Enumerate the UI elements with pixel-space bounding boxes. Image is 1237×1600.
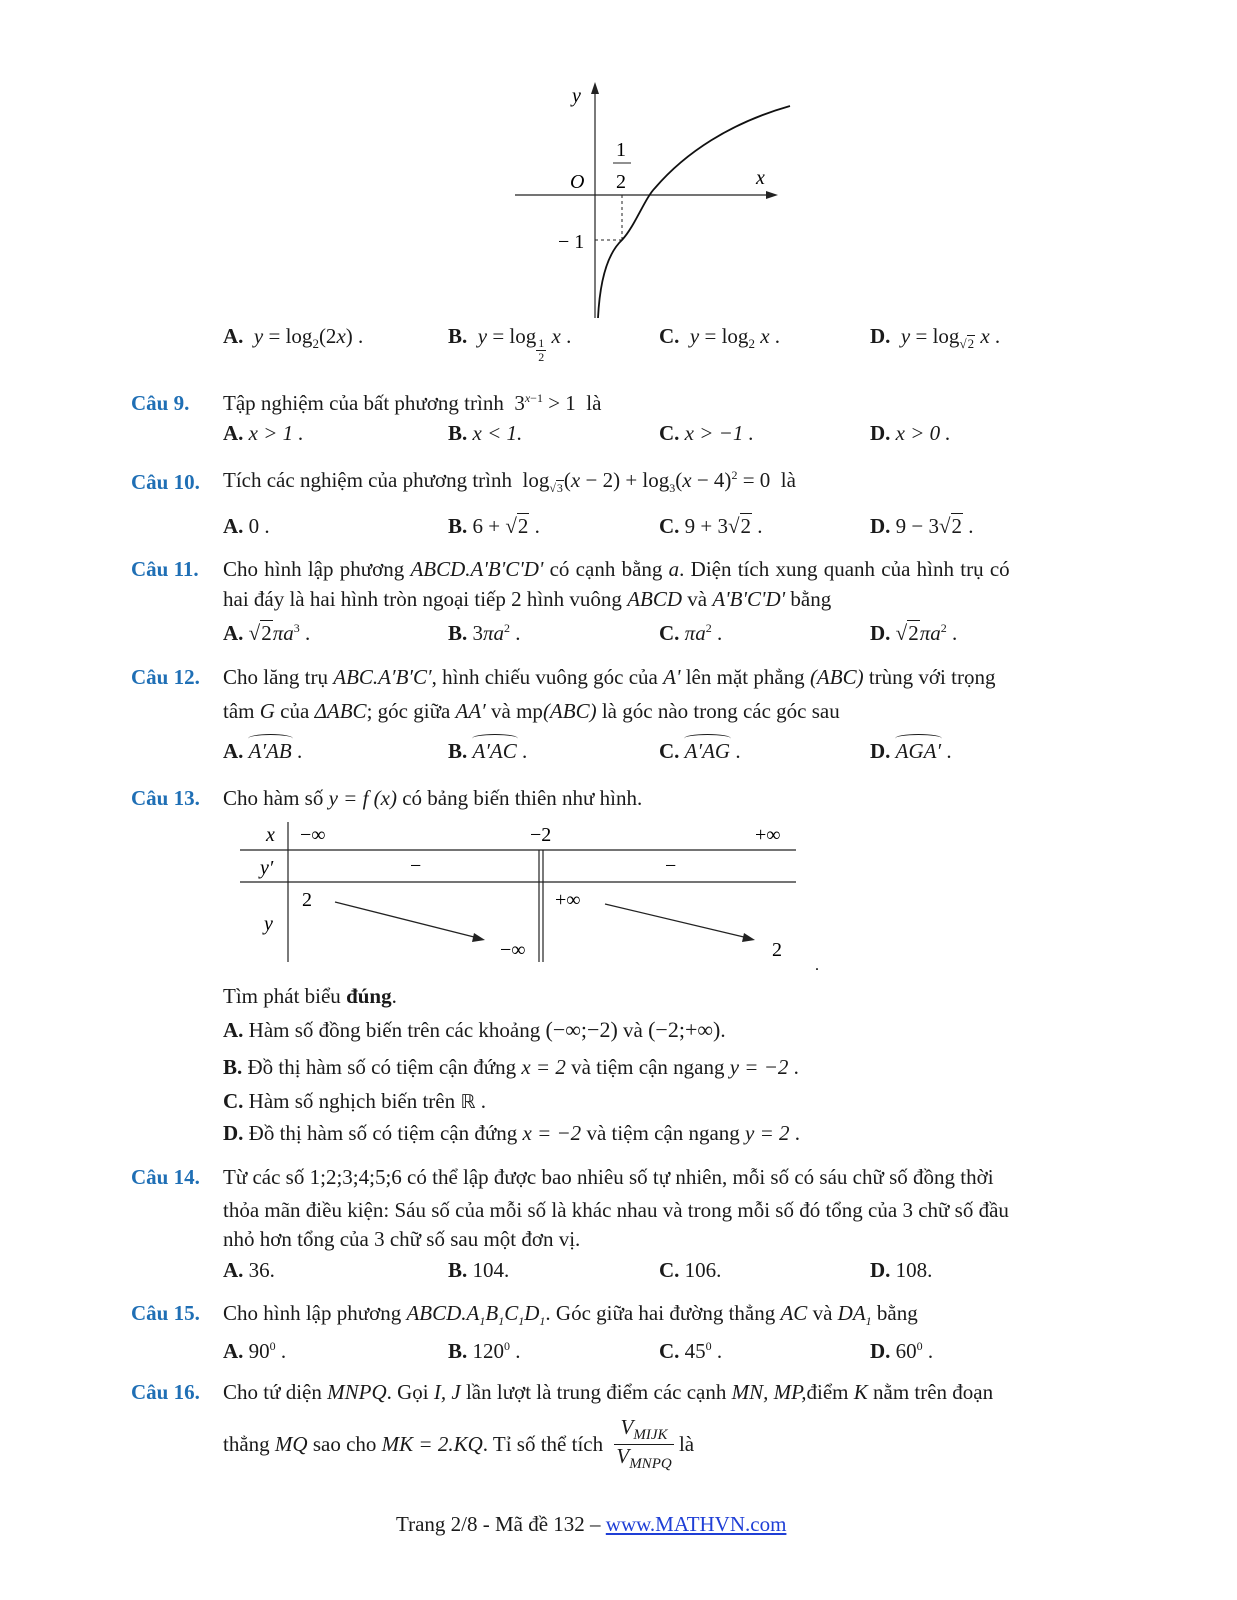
q9-d-label: D. — [870, 421, 891, 445]
q11-l1c: có cạnh bằng — [549, 557, 663, 581]
q11-answer-a[interactable] — [223, 621, 310, 646]
vt-arrow-1 — [335, 902, 478, 938]
q8-answer-b[interactable] — [448, 324, 571, 364]
q16-l2d: MK = 2.KQ — [381, 1431, 483, 1456]
x-axis-arrow — [766, 191, 778, 199]
q12-l2c: của — [280, 699, 310, 723]
q16-l1e: lần lượt là trung điểm các cạnh — [465, 1380, 727, 1404]
vt-x-header: x — [266, 824, 275, 846]
q10-answer-d[interactable] — [870, 514, 974, 539]
q11-label: Câu 11. — [131, 557, 199, 581]
q9-answer-b[interactable] — [448, 421, 522, 446]
q11-line1 — [223, 557, 1010, 582]
q15-answer-d[interactable]: D. $60^0$ . — [870, 1339, 934, 1363]
q8-b-math: y = log $\frac{1}{2}$ x . — [477, 324, 572, 364]
q12-l1g: trùng với trọng — [868, 665, 996, 689]
q12-c-label: C. — [659, 739, 680, 763]
q15-label: Câu 15. — [131, 1301, 200, 1325]
vt-sign-0: − — [410, 855, 422, 877]
vt-arrow-1-head — [472, 933, 485, 942]
q9-question — [131, 391, 189, 416]
q15-ta: Cho hình lập phương — [223, 1301, 402, 1325]
q13-a-and: và — [623, 1018, 643, 1042]
q14-l1a: Từ các số — [223, 1165, 305, 1189]
q12-l2d: ΔABC — [314, 699, 367, 723]
q16-l1i: nằm trên đoạn — [873, 1380, 994, 1404]
q12-question — [131, 665, 200, 690]
q11-l1e: . Diện tích xung quanh của hình trụ có — [679, 557, 1010, 581]
q14-l2: thỏa mãn điều kiện: Sáu số của mỗi số là khác nhau và trong mỗi số đó tổng của 3 chữ số đầu — [223, 1198, 1009, 1222]
q13-a-m1: (−∞;−2) — [545, 1017, 618, 1042]
q8-d-label: D. — [870, 324, 891, 348]
q8-d-math: $y = \log_{√2} x$ . — [900, 324, 1001, 352]
q13-a-text: Hàm số đồng biến trên các khoảng — [248, 1018, 541, 1042]
origin-label: O — [570, 171, 585, 193]
q12-c-angle: A′AG — [684, 739, 731, 763]
q16-l2a: thẳng — [223, 1431, 270, 1456]
q13-pb: đúng — [346, 984, 392, 1008]
q11-l2b: ABCD — [627, 587, 683, 611]
q15-b-text: 120 — [472, 1339, 505, 1363]
q9-b-text: x < 1. — [472, 421, 523, 445]
vt-y-val-0: 2 — [302, 889, 312, 911]
q11-a-math: $√2\pi a^3$ . — [248, 621, 311, 645]
q15-c-text: 45 — [684, 1339, 706, 1363]
q16-l1g: điểm — [806, 1380, 849, 1404]
q10-text — [223, 468, 796, 496]
q13-d-m1: x = −2 — [522, 1121, 582, 1145]
q13-pa: Tìm phát biểu — [223, 984, 341, 1008]
q9-answer-d[interactable] — [870, 421, 951, 446]
q14-answer-d[interactable] — [870, 1258, 932, 1283]
q10-d-math: 9 − 3√2 . — [895, 514, 974, 538]
q13-d-and: và tiệm cận ngang — [586, 1121, 740, 1145]
q15-tg: bằng — [876, 1301, 918, 1325]
q12-l1c: , hình chiếu vuông góc của — [431, 665, 658, 689]
q13-tc: có bảng biến thiên như hình. — [402, 786, 643, 810]
q11-b-label: B. — [448, 621, 468, 645]
minus-one-label: − 1 — [558, 231, 585, 253]
q13-a-label: A. — [223, 1018, 244, 1042]
q12-label: Câu 12. — [131, 665, 200, 689]
q10-tail: là — [780, 468, 796, 492]
q11-l2e: bằng — [790, 587, 832, 611]
q11-l2c: và — [687, 587, 708, 611]
q13-b-label: B. — [223, 1055, 243, 1079]
q8-a-math: $y = \log_2(2x)$ . — [253, 324, 364, 352]
q12-l2e: ; góc giữa — [366, 699, 451, 723]
log-curve — [598, 106, 790, 318]
q11-answer-d[interactable] — [870, 621, 957, 646]
q12-b-label: B. — [448, 739, 468, 763]
q11-question — [131, 557, 199, 582]
q11-a-label: A. — [223, 621, 244, 645]
q12-l2i: là góc nào trong các góc sau — [601, 699, 840, 723]
q15-d-text: 60 — [895, 1339, 917, 1363]
q12-l1a: Cho lăng trụ — [223, 665, 328, 689]
q12-answer-a[interactable]: A. A′AB . — [223, 739, 303, 763]
vt-x-val-0: −∞ — [300, 824, 326, 846]
q13-tb: y = f (x) — [328, 786, 397, 810]
q15-a-label: A. — [223, 1339, 244, 1363]
q13-c-label: C. — [223, 1089, 244, 1113]
q15-td: AC — [780, 1301, 808, 1325]
q12-a-angle: A′AB — [248, 739, 292, 763]
q14-b-text: 104. — [472, 1258, 510, 1282]
q16-l1h: K — [853, 1380, 868, 1404]
q12-answer-c[interactable]: C. A′AG . — [659, 739, 741, 763]
q13-answer-d[interactable] — [223, 1121, 800, 1146]
q11-c-label: C. — [659, 621, 680, 645]
q14-d-text: 108. — [895, 1258, 933, 1282]
footer-link[interactable]: www.MATHVN.com — [605, 1512, 787, 1536]
q13-question — [131, 786, 200, 811]
q16-frac-den: V — [616, 1443, 630, 1468]
q14-l1b: 1;2;3;4;5;6 — [309, 1165, 402, 1189]
q13-a-m2: (−2;+∞) — [648, 1017, 721, 1042]
vt-trailing-dot: . — [815, 957, 819, 970]
q10-a-text: 0 . — [248, 514, 270, 538]
q13-b-text: Đồ thị hàm số có tiệm cận đứng — [247, 1055, 517, 1079]
q11-l1d: a — [668, 557, 680, 581]
q16-frac-num-sub: MIJK — [633, 1427, 668, 1444]
q14-c-label: C. — [659, 1258, 680, 1282]
log-graph — [510, 78, 800, 323]
q10-d-label: D. — [870, 514, 891, 538]
q13-pc: . — [391, 984, 397, 1008]
q14-l3: nhỏ hơn tổng của 3 chữ số sau một đơn vị. — [223, 1227, 581, 1251]
q10-b-label: B. — [448, 514, 468, 538]
q12-d-angle: AGA′ — [895, 739, 942, 763]
q16-l2e: . Tỉ số thể tích — [482, 1431, 604, 1456]
q9-a-text: x > 1 . — [248, 421, 304, 445]
q13-answer-a[interactable] — [223, 1017, 726, 1043]
q9-math: $3^{x-1} > 1$ — [509, 391, 582, 415]
q11-answer-c[interactable] — [659, 621, 722, 646]
q13-c-end: . — [480, 1089, 486, 1113]
q13-a-end: . — [720, 1018, 726, 1042]
q14-question — [131, 1165, 200, 1190]
q14-l1c: có thể lập được bao nhiêu số tự nhiên, mỗi số có sáu chữ số đồng thời — [407, 1165, 994, 1189]
q14-label: Câu 14. — [131, 1165, 200, 1189]
q16-l1f: MN, MP, — [731, 1380, 807, 1404]
q13-c-m1: ℝ — [460, 1091, 476, 1113]
page-footer — [396, 1512, 786, 1537]
q14-a-text: 36. — [248, 1258, 275, 1282]
q14-a-label: A. — [223, 1258, 244, 1282]
q16-volume-ratio — [614, 1416, 673, 1473]
q15-text — [223, 1301, 918, 1329]
q8-answer-c[interactable] — [659, 324, 780, 352]
q15-te: và — [812, 1301, 833, 1325]
q15-a-text: 90 — [248, 1339, 270, 1363]
q10-c-math: 9 + 3√2 . — [684, 514, 763, 538]
q11-c-math: $\pi a^2$ . — [684, 621, 723, 645]
q14-answer-c[interactable] — [659, 1258, 721, 1283]
vt-arrow-2-head — [742, 933, 755, 942]
q10-label: Câu 10. — [131, 470, 200, 494]
q16-l1c: . Gọi — [386, 1380, 429, 1404]
vt-arrow-2 — [605, 904, 748, 938]
q9-answer-c[interactable] — [659, 421, 754, 446]
half-denominator: 2 — [616, 171, 626, 193]
q14-line2 — [223, 1198, 1009, 1223]
q12-answer-d[interactable]: D. AGA′ . — [870, 739, 952, 763]
footer-text: Trang 2/8 - Mã đề 132 – — [396, 1512, 601, 1536]
q9-c-text: x > −1 . — [684, 421, 754, 445]
vt-yprime-header: y′ — [260, 857, 274, 879]
q16-l2c: sao cho — [312, 1431, 377, 1456]
q16-frac-num: V — [620, 1415, 634, 1439]
q16-line2 — [223, 1416, 694, 1473]
q14-c-text: 106. — [684, 1258, 722, 1282]
q9-c-label: C. — [659, 421, 680, 445]
q15-answer-b[interactable]: B. $120^0$ . — [448, 1339, 521, 1363]
q12-l1d: A' — [663, 665, 681, 689]
q14-answer-a[interactable] — [223, 1258, 275, 1283]
q8-c-math: $y = \log_2 x$ . — [689, 324, 781, 352]
q15-tb: ABCD.A — [406, 1301, 480, 1325]
vt-y-val-3: 2 — [772, 939, 782, 961]
q15-tc: . Góc giữa hai đường thẳng — [545, 1301, 776, 1325]
q16-l1a: Cho tứ diện — [223, 1380, 322, 1404]
q11-answer-b[interactable] — [448, 621, 521, 646]
q13-b-m1: x = 2 — [521, 1055, 566, 1079]
vt-sign-1: − — [665, 855, 677, 877]
q12-d-label: D. — [870, 739, 891, 763]
q10-math: $\log_{√3}(x - 2) + \log_3(x - 4)^2 = 0$ — [517, 468, 776, 496]
q13-c-text: Hàm số nghịch biến trên — [248, 1089, 456, 1113]
q15-c-label: C. — [659, 1339, 680, 1363]
q13-d-end: . — [794, 1121, 801, 1145]
q12-l2g: và mp — [491, 699, 543, 723]
q10-b-math: 6 + √2 . — [472, 514, 540, 538]
q14-line1 — [223, 1165, 994, 1190]
q13-b-end: . — [793, 1055, 799, 1079]
q9-b-label: B. — [448, 421, 468, 445]
q12-answer-b[interactable]: B. A′AC . — [448, 739, 528, 763]
vt-x-val-2: +∞ — [755, 824, 781, 846]
y-axis-label: y — [572, 85, 581, 107]
q12-line1 — [223, 665, 995, 690]
q12-l1f: (ABC) — [809, 665, 864, 689]
q15-tf: DA — [837, 1301, 866, 1325]
q9-stem: Tập nghiệm của bất phương trình — [223, 391, 504, 415]
q14-answer-b[interactable] — [448, 1258, 509, 1283]
q11-line2 — [223, 587, 831, 612]
q13-answer-b[interactable] — [223, 1055, 799, 1080]
q8-c-label: C. — [659, 324, 680, 348]
q13-prompt — [223, 984, 397, 1009]
q16-line1 — [223, 1380, 993, 1405]
q11-l2a: hai đáy là hai hình tròn ngoại tiếp 2 hình vuông — [223, 587, 622, 611]
q15-tb-rest: $_1B_1C_1D_1$ — [479, 1301, 546, 1329]
q12-l2a: tâm — [223, 699, 255, 723]
q8-answer-a[interactable] — [223, 324, 363, 352]
q13-b-m2: y = −2 — [729, 1055, 789, 1079]
q10-answer-b[interactable] — [448, 514, 540, 539]
q13-answer-c[interactable] — [223, 1089, 486, 1114]
q10-answer-c[interactable] — [659, 514, 763, 539]
variation-table — [240, 820, 830, 970]
q15-d-label: D. — [870, 1339, 891, 1363]
q11-l1b: ABCD.A'B'C'D' — [410, 557, 544, 581]
x-axis-label: x — [756, 167, 765, 189]
vt-y-val-2: +∞ — [555, 889, 581, 911]
q12-l2f: AA′ — [455, 699, 486, 723]
q15-tf-sub: 1 — [865, 1314, 872, 1329]
q15-answer-a[interactable]: A. $90^0$ . — [223, 1339, 287, 1363]
q9-tail: là — [586, 391, 602, 415]
q13-d-label: D. — [223, 1121, 244, 1145]
q14-d-label: D. — [870, 1258, 891, 1282]
q16-frac-den-sub: MNPQ — [629, 1456, 672, 1473]
q15-answer-c[interactable]: C. $45^0$ . — [659, 1339, 723, 1363]
q8-b-label: B. — [448, 324, 468, 348]
q12-l1e: lên mặt phẳng — [685, 665, 805, 689]
q12-b-angle: A′AC — [472, 739, 517, 763]
q10-stem: Tích các nghiệm của phương trình — [223, 468, 512, 492]
q15-b-label: B. — [448, 1339, 468, 1363]
q8-a-label: A. — [223, 324, 244, 348]
q9-a-label: A. — [223, 421, 244, 445]
half-numerator: 1 — [616, 139, 626, 161]
y-axis-arrow — [591, 82, 599, 94]
q11-d-label: D. — [870, 621, 891, 645]
q12-a-label: A. — [223, 739, 244, 763]
q16-l1b: MNPQ — [327, 1380, 387, 1404]
q16-label: Câu 16. — [131, 1380, 200, 1404]
q16-l2b: MQ — [274, 1431, 308, 1456]
q15-question — [131, 1301, 200, 1326]
q9-label: Câu 9. — [131, 391, 190, 415]
vt-y-val-1: −∞ — [500, 939, 526, 961]
q12-l1b: ABC.A′B′C′ — [333, 665, 432, 689]
q13-label: Câu 13. — [131, 786, 200, 810]
vt-y-header: y — [264, 913, 273, 935]
q12-l2h: (ABC) — [542, 699, 597, 723]
q14-line3 — [223, 1227, 580, 1252]
q13-b-and: và tiệm cận ngang — [571, 1055, 725, 1079]
q9-d-text: x > 0 . — [895, 421, 951, 445]
q9-answer-a[interactable] — [223, 421, 304, 446]
q13-d-m2: y = 2 — [745, 1121, 790, 1145]
q13-d-text: Đồ thị hàm số có tiệm cận đứng — [248, 1121, 518, 1145]
q13-ta: Cho hàm số — [223, 786, 324, 810]
q9-text — [223, 391, 601, 416]
q8-answer-d[interactable] — [870, 324, 1000, 352]
q16-l1d: I, J — [433, 1380, 461, 1404]
q10-a-label: A. — [223, 514, 244, 538]
q11-l1a: Cho hình lập phương — [223, 557, 405, 581]
q11-b-math: $3\pi a^2$ . — [472, 621, 521, 645]
q12-line2 — [223, 699, 840, 724]
q10-question — [131, 470, 200, 495]
q11-l2d: A'B'C'D' — [712, 587, 786, 611]
q11-d-math: $√2\pi a^2$ . — [895, 621, 958, 645]
q10-answer-a[interactable] — [223, 514, 270, 539]
q14-b-label: B. — [448, 1258, 468, 1282]
q16-question — [131, 1380, 200, 1405]
q13-text — [223, 786, 642, 811]
q12-l2b: G — [259, 699, 275, 723]
q10-c-label: C. — [659, 514, 680, 538]
q16-l2f: là — [678, 1431, 695, 1456]
vt-x-val-1: −2 — [530, 824, 552, 846]
